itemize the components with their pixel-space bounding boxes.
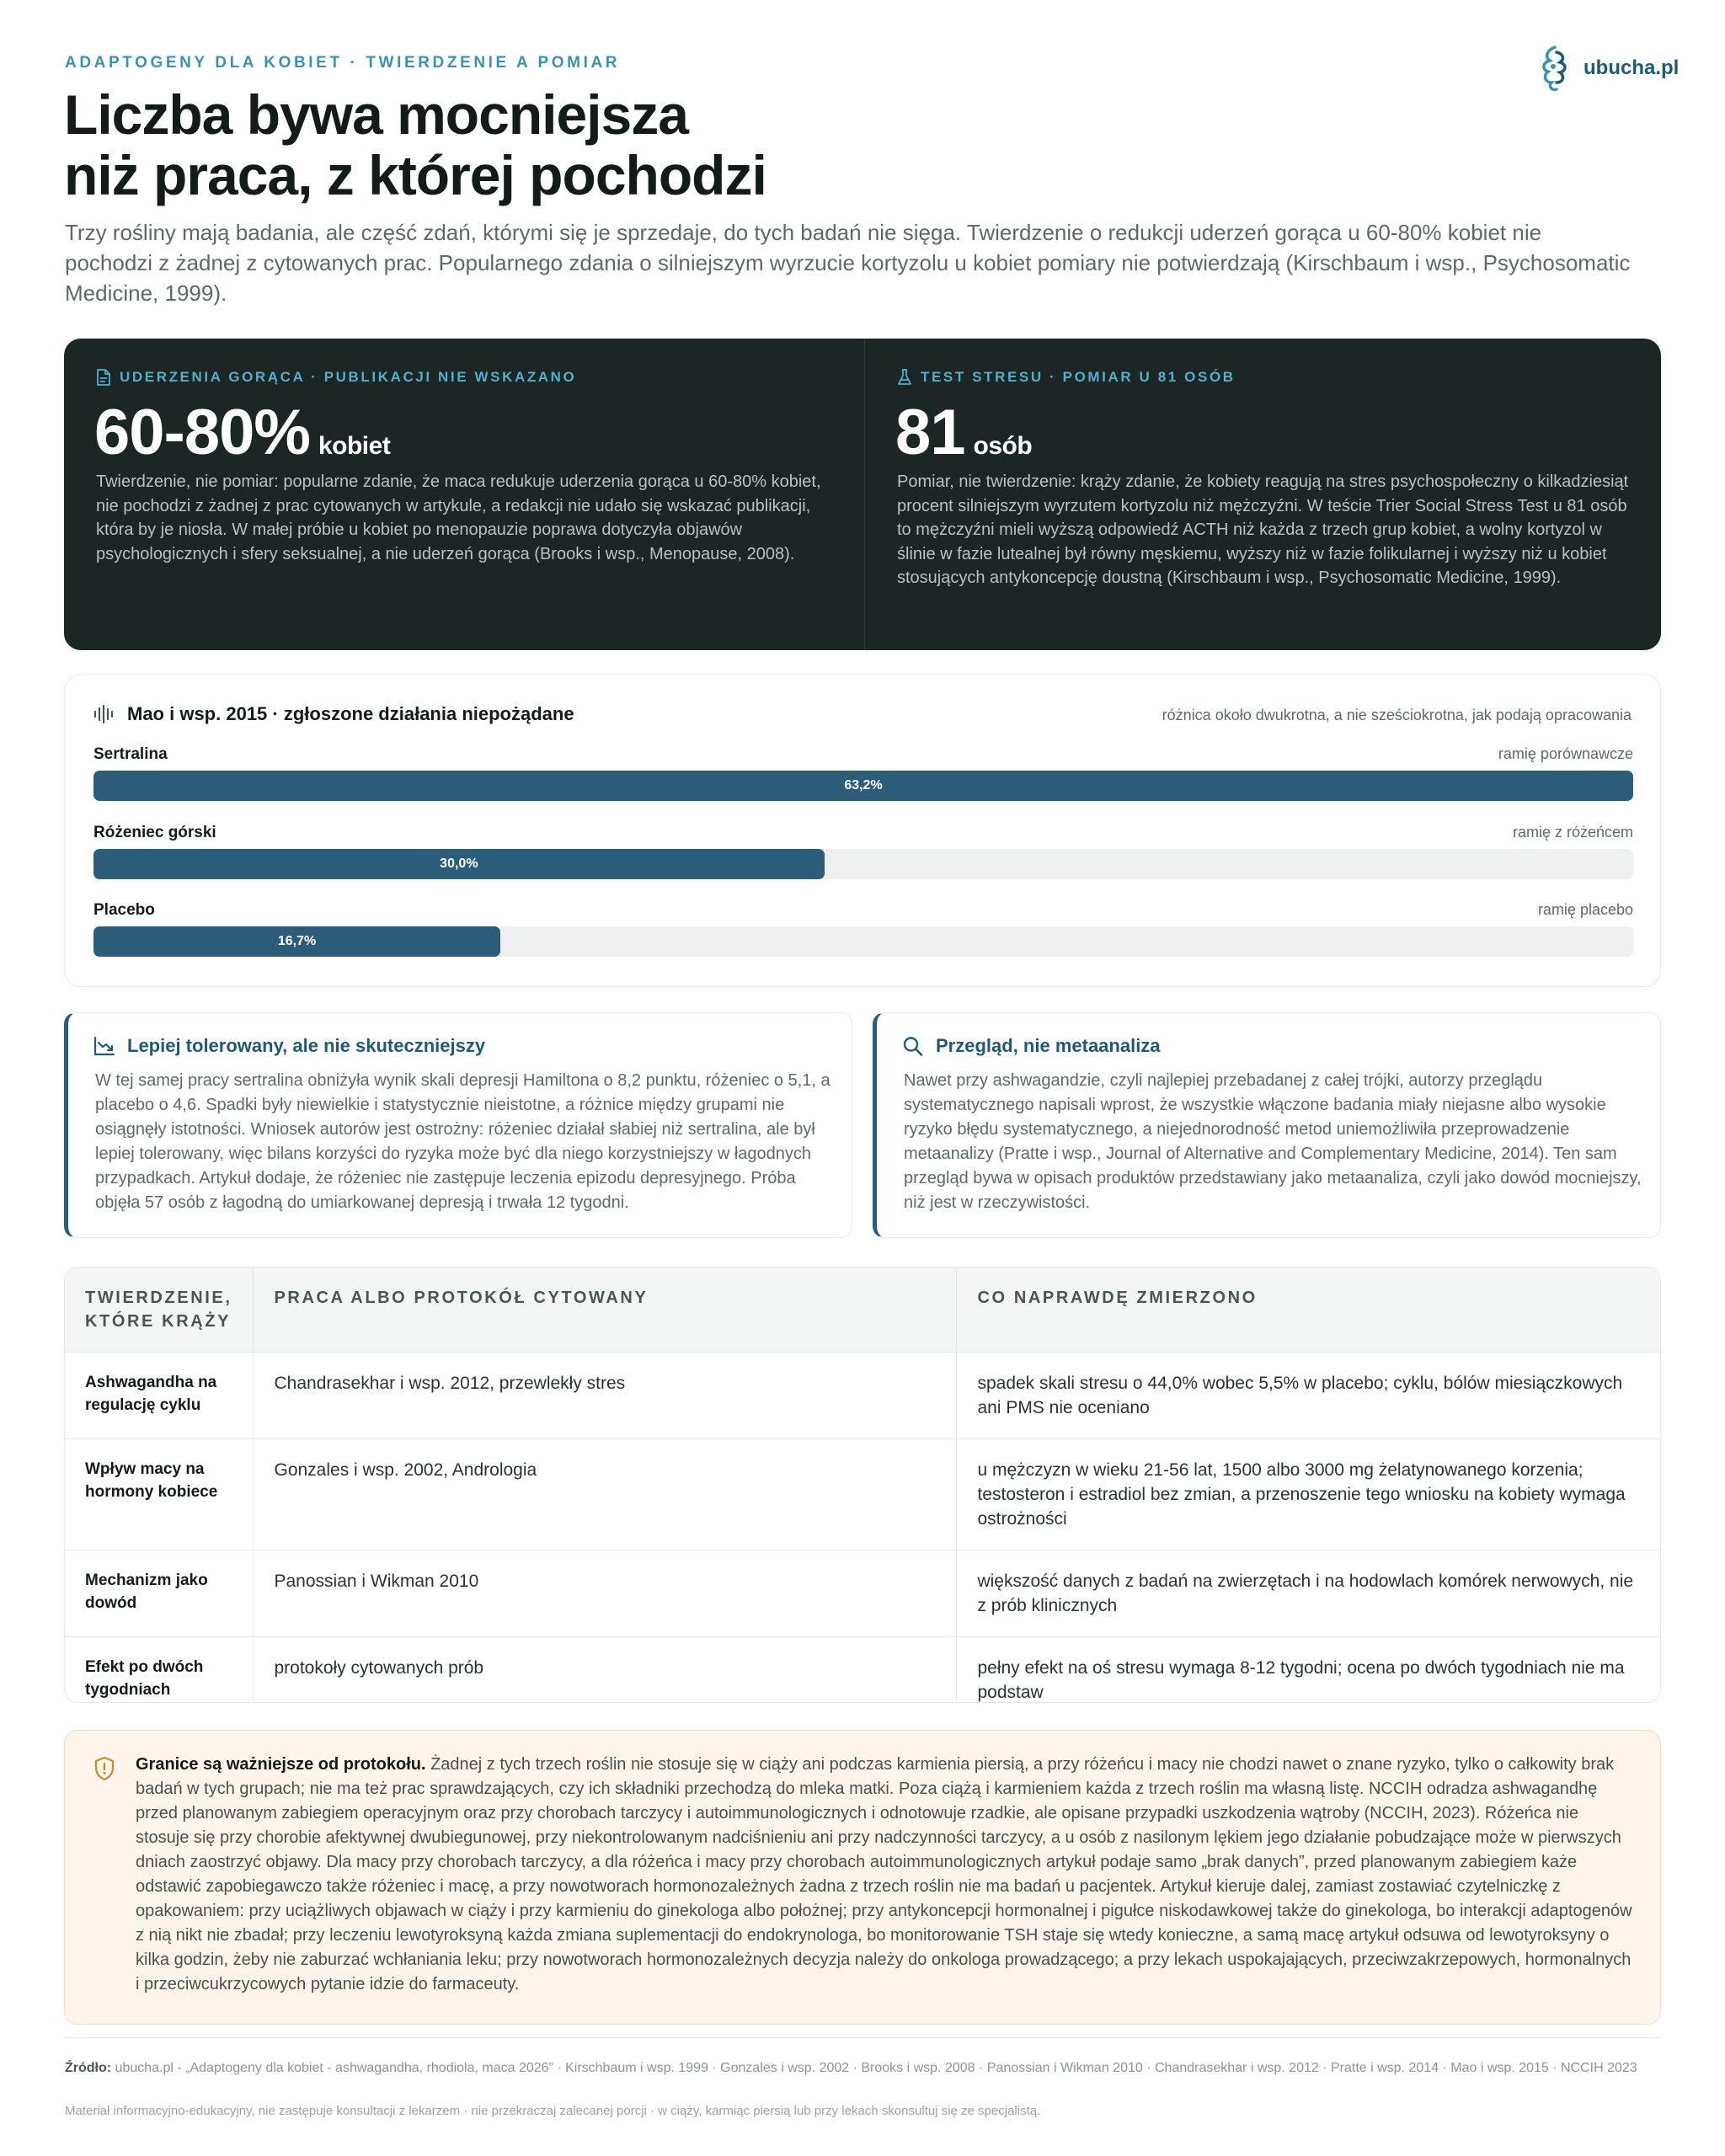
fact-number: 81 [895,397,965,468]
safety-warning [64,1730,1661,2025]
title-line-1: Liczba bywa mocniejsza [64,83,688,146]
source-label: Źródło: [65,2061,112,2075]
fact-number: 60‑80% [94,397,310,468]
column-header: TWIERDZENIE, KTÓRE KRĄŻY [65,1267,254,1353]
bar-fill [93,771,1633,801]
claim-cell: Efekt po dwóch tygodniach [65,1637,254,1704]
bar-track [93,849,1633,879]
fact-stress-test [864,339,1661,650]
table-row [65,1439,1660,1550]
fact-label-text: UDERZENIA GORĄCA · PUBLIKACJI NIE WSKAZANO [120,369,577,385]
measured-cell: u mężczyzn w wieku 21‑56 lat, 1500 albo 3000 mg żelatynowanego korzenia; testosteron i estradiol bez zmian, a przenoszenie tego wniosku na kobiety wymaga ostrożności [957,1439,1660,1550]
waveform-icon [93,705,115,723]
bar-arm: ramię porównawcze [1498,745,1633,762]
fact-hot-flashes [64,339,864,650]
claim-cell: Mechanizm jako dowód [65,1550,254,1637]
table-row [65,1550,1660,1637]
disclaimer: Materiał informacyjno‑edukacyjny, nie zastępuje konsultacji z lekarzem · nie przekraczaj zalecanej porcji · w ciąży, karmiąc piersią lub przy lekach skonsultuj się ze specjalistą. [65,2104,1041,2118]
table-row [65,1637,1660,1704]
fact-label-text: TEST STRESU · POMIAR U 81 OSÓB [921,369,1236,385]
facts-panel [64,339,1661,650]
column-header: CO NAPRAWDĘ ZMIERZONO [957,1267,1660,1353]
eyebrow: ADAPTOGENY DLA KOBIET · TWIERDZENIE A POMIAR [65,54,621,72]
note-review [873,1012,1661,1238]
adverse-events-card [64,674,1661,987]
fact-text: Twierdzenie, nie pomiar: popularne zdanie, że maca redukuje uderzenia gorąca u 60‑80% kobiet, nie pochodzi z żadnej z prac cytowanych w artykule, a redakcji nie udało się wskazać publikacji, która by je niosła. W małej próbie u kobiet po menopauzie poprawa dotyczyła objawów psychologicznych i sfery seksualnej, a nie uderzeń gorąca (Brooks i wsp., Menopause, 2008). [96,472,821,563]
source-cell: Chandrasekhar i wsp. 2012, przewlekły stres [254,1353,957,1439]
title-line-2: niż praca, z której pochodzi [64,144,766,206]
warning-body: Żadnej z tych trzech roślin nie stosuje się w ciąży ani podczas karmienia piersią, a przy różeńcu i macy nie chodzi nawet o znane ryzyko, tylko o całkowity brak badań w tych grupach; nie ma też prac sprawdzających, czy ich składniki przechodzą do mleka matki. Poza ciążą i karmieniem każda z trzech roślin ma własną listę. NCCIH odradza ashwagandhę przed planowanym zabiegiem operacyjnym oraz przy chorobach tarczycy i autoimmunologicznych i odnotowuje rzadkie, ale opisane przypadki uszkodzenia wątroby (NCCIH, 2023). Różeńca nie stosuje się przy chorobie afektywnej dwubiegunowej, przy niekontrolowanym nadciśnieniu ani przy nadczynności tarczycy, a u osób z nasilonym lękiem jego działanie pobudzające może w pierwszych dniach zaostrzyć objawy. Dla macy przy chorobach tarczycy, a dla różeńca i macy przy chorobach autoimmunologicznych artykuł podaje samo „brak danych”, przed planowanym zabiegiem każe odstawić zapobiegawczo także różeniec i macę, a przy nowotworach hormonozależnych żadna z trzech roślin nie ma badań u pacjentek. Artykuł kieruje dalej, zamiast zostawiać czytelniczkę z opakowaniem: przy uciążliwych objawach w ciąży i przy karmieniu do ginekologa albo położnej; przy antykoncepcji hormonalnej i pigułce niskodawkowej także do ginekologa, bo interakcji adaptogenów z nią nikt nie zbadał; przy leczeniu lewotyroksyną każda zmiana suplementacji do endokrynologa, bo monitorowanie TSH staje się wtedy konieczne, a samą macę artykuł odsuwa od lewotyroksyny o kilka godzin, żeby nie zaburzać wchłaniania leku; przy nowotworach hormonozależnych decyzja należy do onkologa prowadzącego; a przy lekach uspokajających, przeciwzakrzepowych, hormonalnych i przeciwcukrzycowych pytanie idzie do farmaceuty. [136,1755,1632,1993]
bars-title [93,703,574,725]
bar-name: Sertralina [93,745,168,763]
bar-fill [93,926,500,957]
page-title [64,84,1327,205]
fact-figure [94,396,390,469]
source-cell: Gonzales i wsp. 2002, Andrologia [254,1439,957,1550]
bar-value: 16,7% [277,934,317,948]
bar-name: Placebo [93,901,155,919]
logo-text: ubucha.pl [1583,56,1680,79]
bar-name: Różeniec górski [93,824,216,841]
note-title [93,1035,485,1057]
fact-unit: osób [973,432,1033,460]
shield-alert-icon [93,1756,115,1781]
measured-cell: spadek skali stresu o 44,0% wobec 5,5% w placebo; cyklu, bólów miesiączkowych ani PMS nie oceniano [957,1353,1660,1439]
table-row [65,1353,1660,1439]
measured-cell: pełny efekt na oś stresu wymaga 8‑12 tygodni; ocena po dwóch tygodniach nie ma podstaw [957,1637,1660,1704]
source-text: ubucha.pl ‑ „Adaptogeny dla kobiet ‑ ashwagandha, rhodiola, maca 2026” · Kirschbaum i wsp. 1999 · Gonzales i wsp. 2002 · Brooks i wsp. 2008 · Panossian i Wikman 2010 · Chandrasekhar i wsp. 2012 · Pratte i wsp. 2014 · Mao i wsp. 2015 · NCCIH 2023 [111,2061,1637,2075]
trend-down-icon [93,1036,115,1056]
source-cell: protokoły cytowanych prób [254,1637,957,1704]
bar-track [93,926,1633,957]
lead-paragraph: Trzy rośliny mają badania, ale część zdań, którymi się je sprzedaje, do tych badań nie sięga. Twierdzenie o redukcji uderzeń gorąca u 60‑80% kobiet nie pochodzi z żadnej z cytowanych prac. Popularnego zdania o silniejszym wyrzucie kortyzolu u kobiet pomiary nie potwierdzają (Kirschbaum i wsp., Psychosomatic Medicine, 1999). [65,220,1631,306]
fact-label [96,369,576,386]
note-title-text: Przegląd, nie metaanaliza [936,1035,1161,1056]
bar-value: 30,0% [440,857,478,871]
claims-table [64,1267,1661,1703]
note-tolerability [64,1012,852,1238]
warning-text [136,1753,1635,1997]
bar-track [93,771,1633,801]
fact-text: Pomiar, nie twierdzenie: krąży zdanie, że kobiety reagują na stres psychospołeczny o kilkadziesiąt procent silniejszym wyrzutem kortyzolu niż mężczyźni. W teście Trier Social Stress Test u 81 osób to mężczyźni mieli wyższą odpowiedź ACTH niż każda z trzech grup kobiet, a wolny kortyzol w ślinie w fazie lutealnej był równy męskiemu, wyższy niż w fazie folikularnej i wyższy niż u kobiet stosujących antykoncepcję doustną (Kirschbaum i wsp., Psychosomatic Medicine, 1999). [897,472,1629,587]
source-line [65,2058,1662,2079]
logo-mark-icon [1538,44,1572,93]
table-header-row [65,1267,1660,1353]
note-title-text: Lepiej tolerowany, ale nie skuteczniejszy [127,1035,486,1056]
bar-value: 63,2% [844,778,883,792]
fact-figure [895,396,1032,469]
claim-cell: Wpływ macy na hormony kobiece [65,1439,254,1550]
note-text: Nawet przy ashwagandzie, czyli najlepiej przebadanej z całej trójki, autorzy przeglądu systematycznego napisali wprost, że wszystkie włączone badania miały niejasne albo wysokie ryzyko błędu systematycznego, a niejednorodność metod uniemożliwiła przeprowadzenie metaanalizy (Pratte i wsp., Journal of Alternative and Complementary Medicine, 2014). Ten sam przegląd bywa w opisach produktów przedstawiany jako metaanaliza, czyli jako dowód mocniejszy, niż jest w rzeczywistości. [904,1071,1642,1212]
footer-divider [64,2037,1661,2038]
bar-arm: ramię placebo [1537,901,1633,918]
document-icon [96,369,111,386]
search-icon [902,1036,924,1056]
fact-label [897,369,1236,386]
warning-lead: Granice są ważniejsze od protokołu. [136,1755,426,1774]
bars-note: różnica około dwukrotna, a nie sześciokrotna, jak podają opracowania [1162,707,1632,723]
claim-cell: Ashwagandha na regulację cyklu [65,1353,254,1439]
source-cell: Panossian i Wikman 2010 [254,1550,957,1637]
fact-unit: kobiet [318,432,391,460]
column-header: PRACA ALBO PROTOKÓŁ CYTOWANY [254,1267,957,1353]
bar-fill [93,849,825,879]
bar-arm: ramię z różeńcem [1512,824,1633,841]
note-title [902,1035,1161,1057]
note-text: W tej samej pracy sertralina obniżyła wynik skali depresji Hamiltona o 8,2 punktu, różeniec o 5,1, a placebo o 4,6. Spadki były niewielkie i statystycznie nieistotne, a różnice między grupami nie osiągnęły istotności. Wniosek autorów jest ostrożny: różeniec działał słabiej niż sertralina, ale był lepiej tolerowany, więc bilans korzyści do ryzyka może być dla niego korzystniejszy w łagodnych przypadkach. Artykuł dodaje, że różeniec nie zastępuje leczenia epizodu depresyjnego. Próba objęła 57 osób z łagodną do umiarkowanej depresją i trwała 12 tygodni. [95,1071,830,1212]
measured-cell: większość danych z badań na zwierzętach i na hodowlach komórek nerwowych, nie z prób klinicznych [957,1550,1660,1637]
bars-title-text: Mao i wsp. 2015 · zgłoszone działania niepożądane [127,703,574,724]
flask-icon [897,369,912,386]
logo[interactable] [1538,44,1679,93]
